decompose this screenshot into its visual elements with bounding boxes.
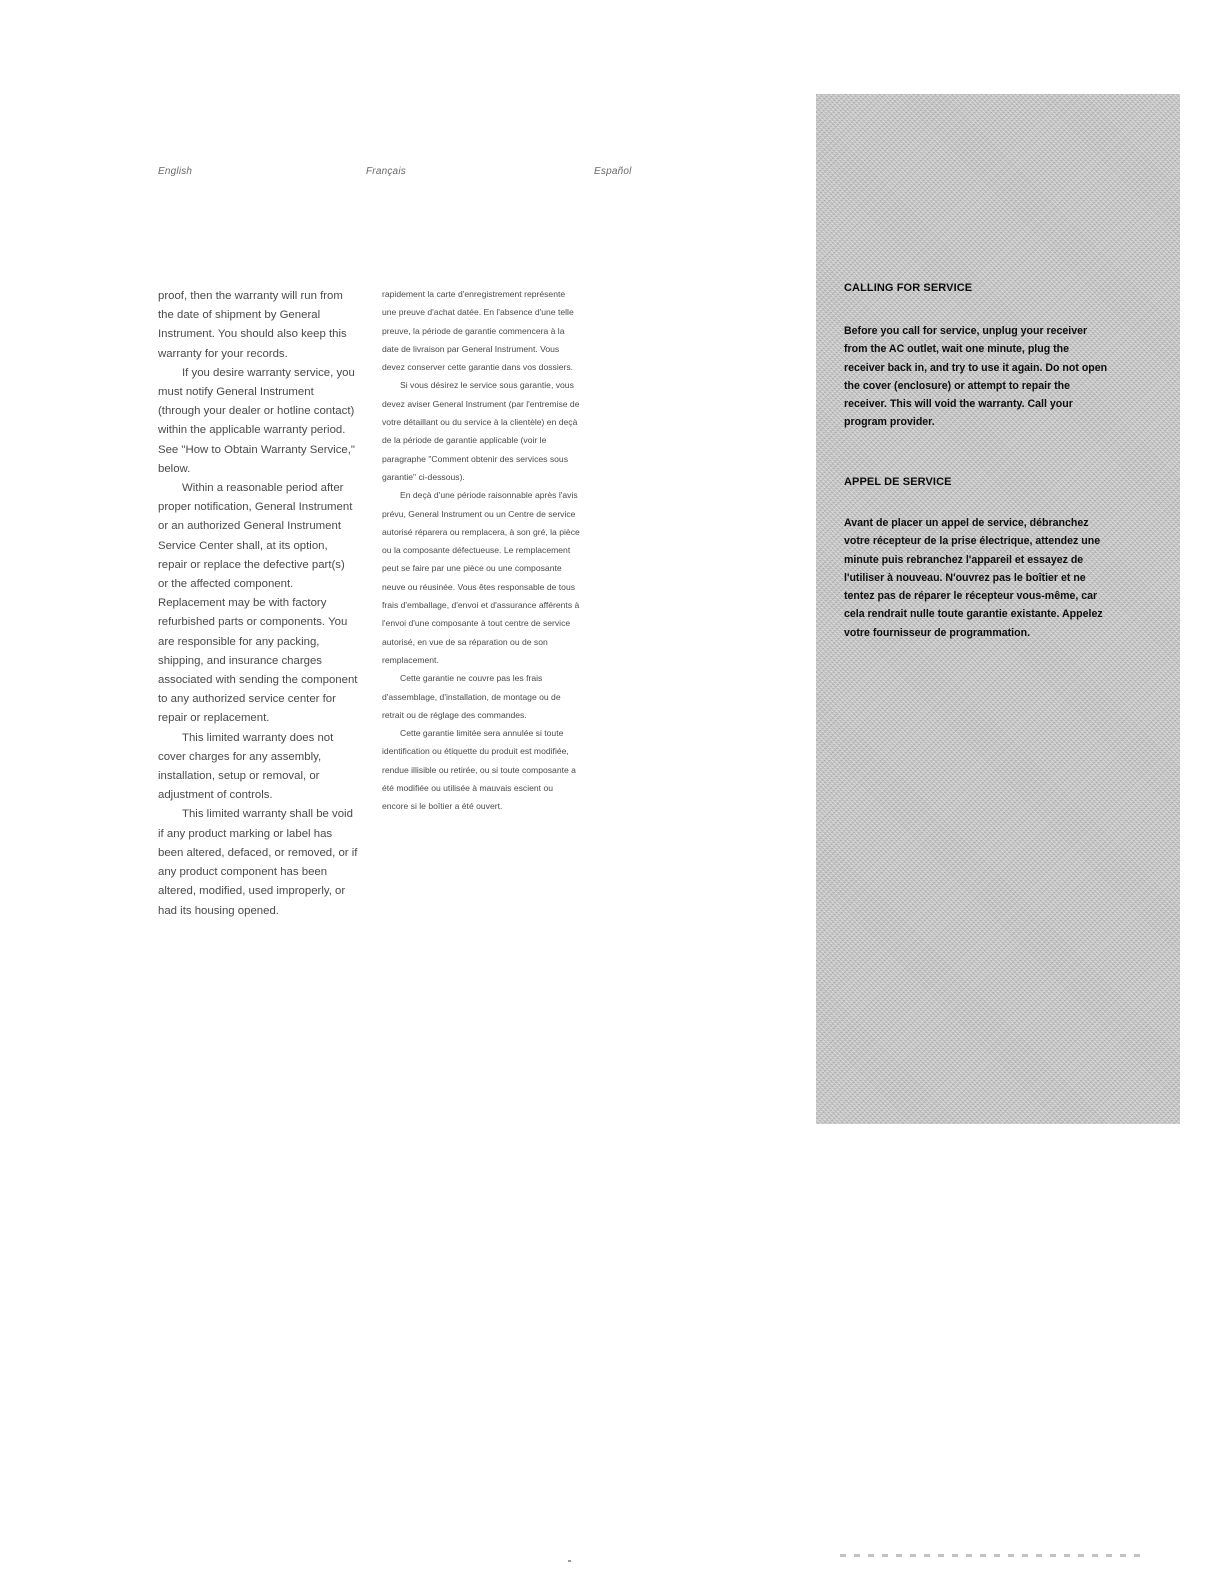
french-paragraph: Cette garantie ne couvre pas les frais d'assemblage, d'installation, de montage ou de retrait ou de réglage des commandes. xyxy=(382,673,561,720)
english-paragraph: proof, then the warranty will run from the date of shipment by General Instrument. You should also keep this warranty for your records. xyxy=(158,290,347,360)
calling-for-service-heading: CALLING FOR SERVICE xyxy=(844,282,973,294)
french-warranty-column xyxy=(382,285,580,816)
language-label-english: English xyxy=(158,166,193,177)
appel-de-service-text: Avant de placer un appel de service, débranchez votre récepteur de la prise électrique, attendez une minute puis rebranchez l'appareil et essayez de l'utiliser à nouveau. N'ouvrez pas le boîtier et ne tentez pas de réparer le récepteur vous-même, car cela rendrait nulle toute garantie existante. Appelez votre fournisseur de programmation. xyxy=(844,517,1103,639)
language-label-spanish: Español xyxy=(594,166,632,177)
language-label-french: Français xyxy=(366,166,406,177)
english-paragraph: This limited warranty shall be void if any product marking or label has been altered, defaced, or removed, or if any product component has been altered, modified, used improperly, or had its housing opened. xyxy=(158,808,358,917)
french-paragraph: rapidement la carte d'enregistrement représente une preuve d'achat datée. En l'absence d'une telle preuve, la période de garantie commencera à la date de livraison par General Instrument. Vous devez conserver cette garantie dans vos dossiers. xyxy=(382,289,574,373)
footer-mark xyxy=(568,1560,571,1562)
english-warranty-column xyxy=(158,287,358,921)
english-paragraph: Within a reasonable period after proper notification, General Instrument or an authorized General Instrument Service Center shall, at its option, repair or replace the defective part(s) or the affected component. Replacement may be with factory refurbished parts or components. You are responsible for any packing, shipping, and insurance charges associated with sending the component to any authorized service center for repair or replacement. xyxy=(158,482,358,725)
english-paragraph: If you desire warranty service, you must notify General Instrument (through your dealer or hotline contact) within the applicable warranty period. See "How to Obtain Warranty Service," below. xyxy=(158,366,355,475)
footer-scan-marks xyxy=(840,1554,1140,1557)
appel-de-service-heading: APPEL DE SERVICE xyxy=(844,476,952,488)
english-paragraph: This limited warranty does not cover charges for any assembly, installation, setup or removal, or adjustment of controls. xyxy=(158,731,334,802)
calling-for-service-text: Before you call for service, unplug your receiver from the AC outlet, wait one minute, plug the receiver back in, and try to use it again. Do not open the cover (enclosure) or attempt to repair the receiver. This will void the warranty. Call your program provider. xyxy=(844,325,1108,429)
french-paragraph: Si vous désirez le service sous garantie, vous devez aviser General Instrument (par l'entremise de votre détaillant ou du service à la clientèle) en deçà de la période de garantie applicable (voir le paragraphe "Comment obtenir des services sous garantie" ci-dessous). xyxy=(382,380,580,482)
french-paragraph: Cette garantie limitée sera annulée si toute identification ou étiquette du produit est modifiée, rendue illisible ou retirée, ou si toute composante a été modifiée ou utilisée à mauvais escient ou encore si le boîtier a été ouvert. xyxy=(382,728,576,812)
french-paragraph: En deçà d'une période raisonnable après l'avis prévu, General Instrument ou un Centre de service autorisé réparera ou remplacera, à son gré, la pièce ou la composante défectueuse. Le remplacement peut se faire par une pièce ou une composante neuve ou réusinée. Vous êtes responsable de tous frais d'emballage, d'envoi et d'assurance afférents à l'envoi d'une composante à tout centre de service autorisé, en vue de sa réparation ou de son remplacement. xyxy=(382,490,580,665)
service-info-panel xyxy=(816,94,1180,1124)
